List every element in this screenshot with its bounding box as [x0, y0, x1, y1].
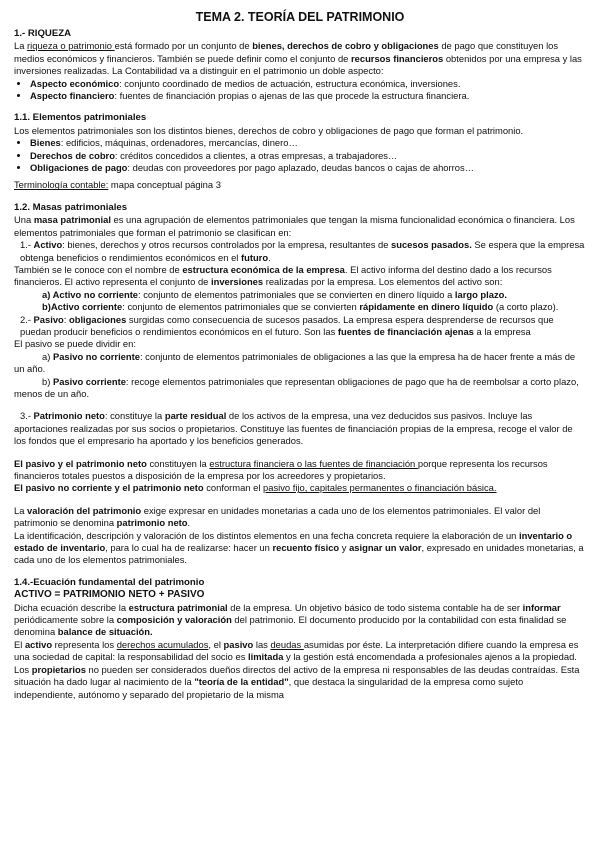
pasivo-paragraph: 2.- Pasivo: obligaciones surgidas como consecuencia de sucesos pasados. La empresa espera desprenderse de recursos que puedan producir beneficios o rendimientos económicos en el futuro. Son las fuentes de financiación ajenas a la empresa [20, 313, 554, 337]
riqueza-paragraph: La riqueza o patrimonio está formado por un conjunto de bienes, derechos de cobro y obligaciones de pago que constituyen los medios económicos y financieros. También se puede definir como el conjunto de recursos financieros obtenidos por una empresa y las inversiones realizadas. La Contabilidad va a distinguir en el patrimonio un doble aspecto: [14, 40, 582, 77]
section-riqueza-heading: 1.- RIQUEZA [14, 28, 72, 39]
elementos-list [14, 137, 586, 174]
pasivo-fijo-paragraph: El pasivo no corriente y el patrimonio neto conforman el pasivo fijo, capitales permanentes o financiación básica. [14, 482, 497, 494]
pasivo-corriente: b) Pasivo corriente: recoge elementos patrimoniales que representan obligaciones de pago que ha de reembolsar a corto plazo, menos de un año. [14, 375, 579, 399]
section-elementos-heading: 1.1. Elementos patrimoniales [14, 112, 147, 124]
activo-extra-paragraph: También se le conoce con el nombre de estructura económica de la empresa. El activo informa del destino dado a los recursos financieros. El activo representa el conjunto de inversiones realizadas por la empresa. Los elementos del activo son: [14, 263, 552, 288]
list-item: • Derechos de cobro: créditos concedidos a clientes, a otras empresas, a trabajadores… [30, 150, 586, 162]
pasivo-no-corriente: a) Pasivo no corriente: conjunto de elementos patrimoniales de obligaciones a las que la empresa ha de hacer frente a más de un año. [14, 350, 576, 375]
activo-paragraph: 1.- Activo: bienes, derechos y otros recursos controlados por la empresa, resultantes de sucesos pasados. Se espera que la empresa obtenga beneficios o rendimientos económicos en el futuro. [20, 239, 585, 263]
masas-intro: Una masa patrimonial es una agrupación de elementos patrimoniales que tengan la misma funcionalidad económica o financiera. Los elementos patrimoniales que forman el patrimonio se clasifican en: [14, 214, 575, 238]
list-item: • Bienes: edificios, máquinas, ordenadores, mercancías, dinero… [30, 137, 586, 149]
valoracion-paragraph: La valoración del patrimonio exige expresar en unidades monetarias a cada uno de los elementos patrimoniales. El valor del patrimonio se denomina patrimonio neto. [14, 504, 541, 529]
list-item: • Aspecto económico: conjunto coordinado de medios de actuación, estructura económica, inversiones. [30, 78, 586, 90]
pasivo-division: El pasivo se puede dividir en: [14, 338, 136, 350]
terminology-note: Terminología contable: mapa conceptual página 3 [14, 179, 221, 191]
pasivo-patrimonio-paragraph: El pasivo y el patrimonio neto constituyen la estructura financiera o las fuentes de financiación porque representa los recursos financieros totales puestos a disposición de la empresa por los acreedores y propietarios. [14, 457, 548, 481]
section-ecuacion-heading: 1.4.-Ecuación fundamental del patrimonio [14, 576, 205, 588]
ecuacion-paragraph: Dicha ecuación describe la estructura patrimonial de la empresa. Un objetivo básico de todo sistema contable ha de ser informar periódicamente sobre la composición y valoración del patrimonio. El documento producido por la contabilidad con esta finalidad se denomina balance de situación. [14, 601, 567, 638]
page-title: TEMA 2. TEORÍA DEL PATRIMONIO [195, 10, 405, 24]
patrimonio-neto-paragraph: 3.- Patrimonio neto: constituye la parte residual de los activos de la empresa, una vez deducidos sus pasivos. Incluye las aportaciones realizadas por sus socios o propietarios. Constituye las fuentes de financiación propias de la empresa, recoge el valor de los fondos que el empresario ha aportado y los beneficios generados. [14, 410, 573, 447]
list-item: • Aspecto financiero: fuentes de financiación propias o ajenas de las que procede la estructura financiera. [30, 90, 586, 102]
list-item: • Obligaciones de pago: deudas con proveedores por pago aplazado, deudas bancos o cajas de ahorros… [30, 162, 586, 174]
document-page [14, 10, 586, 701]
fundamental-equation: ACTIVO = PATRIMONIO NETO + PASIVO [14, 589, 205, 601]
section-masas-heading: 1.2. Masas patrimoniales [14, 201, 128, 213]
aspect-list [14, 78, 586, 103]
activo-no-corriente: a) Activo no corriente: conjunto de elementos patrimoniales que se convierten en dinero líquido a largo plazo. [42, 288, 507, 300]
inventario-paragraph: La identificación, descripción y valoración de los distintos elementos en una fecha concreta requiere la elaboración de un inventario o estado de inventario, para lo cual ha de realizarse: hacer un recuento físico y asignar un valor, expresado en unidades monetarias, a cada uno de los elementos patrimoniales. [14, 529, 584, 566]
entidad-paragraph: El activo representa los derechos acumulados, el pasivo las deudas asumidas por éste. La interpretación difiere cuando la empresa es una sociedad de capital: la responsabilidad del socio es limitada y la gestión está encomendada a profesionales ajenos a la propiedad. Los propietarios no pueden ser considerados dueños directos del activo de la empresa ni responsables de las deudas contraídas. Esta situación ha dado lugar al nacimiento de la "teoría de la entidad", que destaca la singularidad de la empresa como sujeto independiente, autónomo y separado del propietario de la misma [14, 638, 580, 700]
elementos-intro: Los elementos patrimoniales son los distintos bienes, derechos de cobro y obligaciones de pago que forman el patrimonio. [14, 124, 524, 136]
activo-corriente: b)Activo corriente: conjunto de elementos patrimoniales que se convierten rápidamente en dinero líquido (a corto plazo). [42, 301, 559, 313]
